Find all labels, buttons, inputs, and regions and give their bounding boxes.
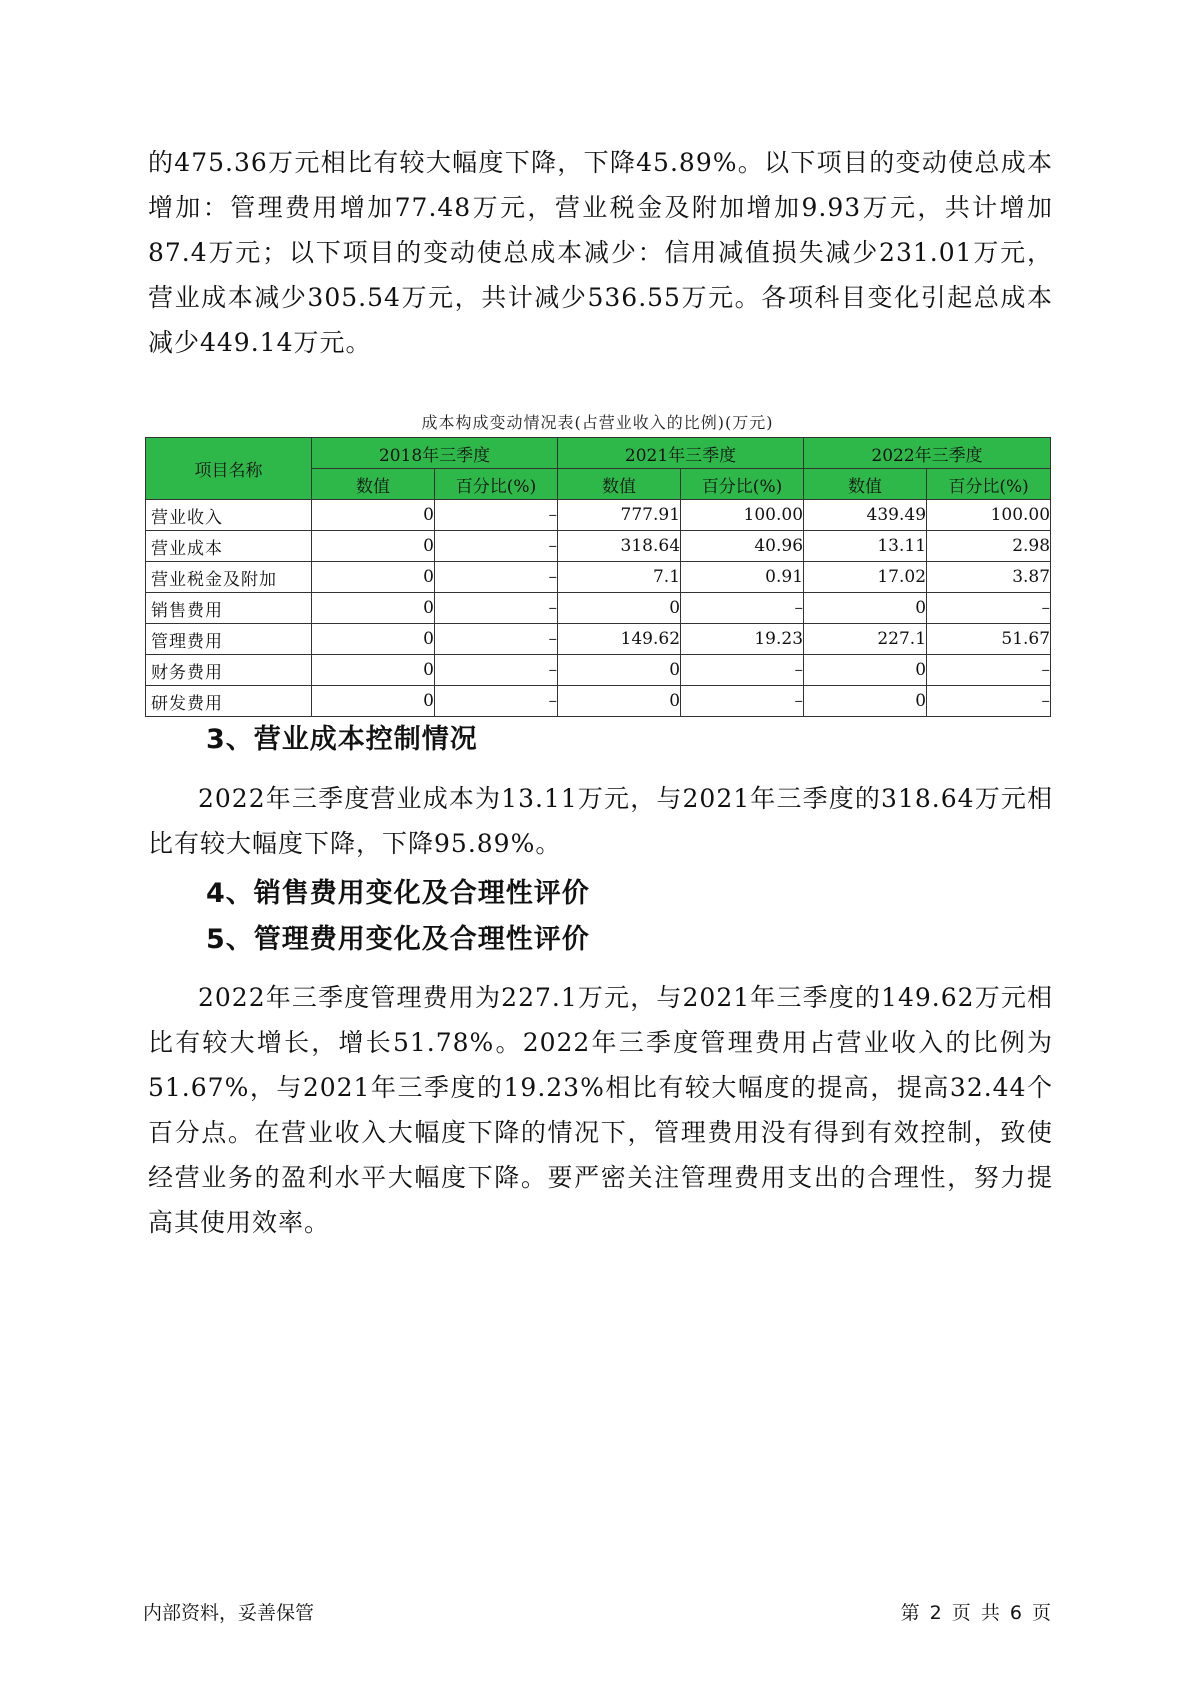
header-percent-2022: 百分比(%) <box>927 469 1051 500</box>
header-period-2021: 2021年三季度 <box>558 438 804 469</box>
cell-percent: – <box>681 593 804 624</box>
cell-value: 0 <box>312 531 435 562</box>
cell-percent: 100.00 <box>927 500 1051 531</box>
cell-value: 7.1 <box>558 562 681 593</box>
header-period-2022: 2022年三季度 <box>804 438 1051 469</box>
section-3-heading: 3、营业成本控制情况 <box>206 724 478 755</box>
cell-value: 0 <box>312 624 435 655</box>
header-percent-2018: 百分比(%) <box>435 469 558 500</box>
header-item-name: 项目名称 <box>146 438 312 500</box>
cell-percent: – <box>435 562 558 593</box>
cell-percent: – <box>681 655 804 686</box>
table-body <box>146 500 1051 717</box>
row-item-name: 销售费用 <box>146 593 312 624</box>
cell-percent: – <box>435 655 558 686</box>
cell-percent: – <box>681 686 804 717</box>
cell-value: 0 <box>312 686 435 717</box>
header-value-2018: 数值 <box>312 469 435 500</box>
cell-value: 439.49 <box>804 500 927 531</box>
section-3-paragraph: 2022年三季度营业成本为13.11万元，与2021年三季度的318.64万元相比有较大幅度下降，下降95.89%。 <box>148 784 1053 858</box>
cell-value: 13.11 <box>804 531 927 562</box>
cell-value: 318.64 <box>558 531 681 562</box>
cell-percent: – <box>435 531 558 562</box>
cell-value: 0 <box>804 593 927 624</box>
cell-percent: 2.98 <box>927 531 1051 562</box>
cell-value: 0 <box>804 686 927 717</box>
intro-paragraph: 的475.36万元相比有较大幅度下降，下降45.89%。以下项目的变动使总成本增加：管理费用增加77.48万元，营业税金及附加增加9.93万元，共计增加87.4万元；以下项目的变动使总成本减少：信用减值损失减少231.01万元，营业成本减少305.54万元，共计减少536.55万元。各项科目变化引起总成本减少449.14万元。 <box>148 148 1053 357</box>
cell-percent: 40.96 <box>681 531 804 562</box>
cell-percent: 0.91 <box>681 562 804 593</box>
table-row <box>146 624 1051 655</box>
row-item-name: 营业收入 <box>146 500 312 531</box>
table-row <box>146 562 1051 593</box>
cell-percent: 51.67 <box>927 624 1051 655</box>
cell-value: 777.91 <box>558 500 681 531</box>
cell-value: 227.1 <box>804 624 927 655</box>
footer-confidential-note: 内部资料，妥善保管 <box>143 1602 315 1624</box>
cell-percent: – <box>435 624 558 655</box>
row-item-name: 财务费用 <box>146 655 312 686</box>
cell-value: 0 <box>558 655 681 686</box>
table-row <box>146 531 1051 562</box>
header-percent-2021: 百分比(%) <box>681 469 804 500</box>
row-item-name: 营业成本 <box>146 531 312 562</box>
cell-value: 17.02 <box>804 562 927 593</box>
section-4-heading: 4、销售费用变化及合理性评价 <box>206 878 590 909</box>
cell-percent: – <box>927 655 1051 686</box>
table-caption: 成本构成变动情况表(占营业收入的比例)(万元) <box>421 413 774 432</box>
row-item-name: 研发费用 <box>146 686 312 717</box>
row-item-name: 营业税金及附加 <box>146 562 312 593</box>
cell-percent: 100.00 <box>681 500 804 531</box>
header-period-2018: 2018年三季度 <box>312 438 558 469</box>
cell-value: 0 <box>312 593 435 624</box>
table-header-row-periods <box>146 438 1051 469</box>
cell-value: 0 <box>312 500 435 531</box>
section-5-heading: 5、管理费用变化及合理性评价 <box>206 924 590 955</box>
cell-percent: – <box>927 686 1051 717</box>
cell-percent: 3.87 <box>927 562 1051 593</box>
cell-value: 149.62 <box>558 624 681 655</box>
cell-value: 0 <box>312 562 435 593</box>
header-value-2021: 数值 <box>558 469 681 500</box>
cell-value: 0 <box>312 655 435 686</box>
cell-percent: – <box>435 593 558 624</box>
cell-value: 0 <box>558 593 681 624</box>
table-row <box>146 500 1051 531</box>
row-item-name: 管理费用 <box>146 624 312 655</box>
section-5-paragraph: 2022年三季度管理费用为227.1万元，与2021年三季度的149.62万元相比有较大增长，增长51.78%。2022年三季度管理费用占营业收入的比例为51.67%，与2021年三季度的19.23%相比有较大幅度的提高，提高32.44个百分点。在营业收入大幅度下降的情况下，管理费用没有得到有效控制，致使经营业务的盈利水平大幅度下降。要严密关注管理费用支出的合理性，努力提高其使用效率。 <box>148 983 1053 1237</box>
cell-value: 0 <box>804 655 927 686</box>
cell-percent: 19.23 <box>681 624 804 655</box>
table-row <box>146 655 1051 686</box>
header-value-2022: 数值 <box>804 469 927 500</box>
table-row <box>146 593 1051 624</box>
cell-percent: – <box>435 686 558 717</box>
table-row <box>146 686 1051 717</box>
cell-value: 0 <box>558 686 681 717</box>
cost-structure-table <box>145 437 1051 717</box>
footer-page-number: 第 2 页 共 6 页 <box>900 1602 1051 1624</box>
cell-percent: – <box>435 500 558 531</box>
cell-percent: – <box>927 593 1051 624</box>
